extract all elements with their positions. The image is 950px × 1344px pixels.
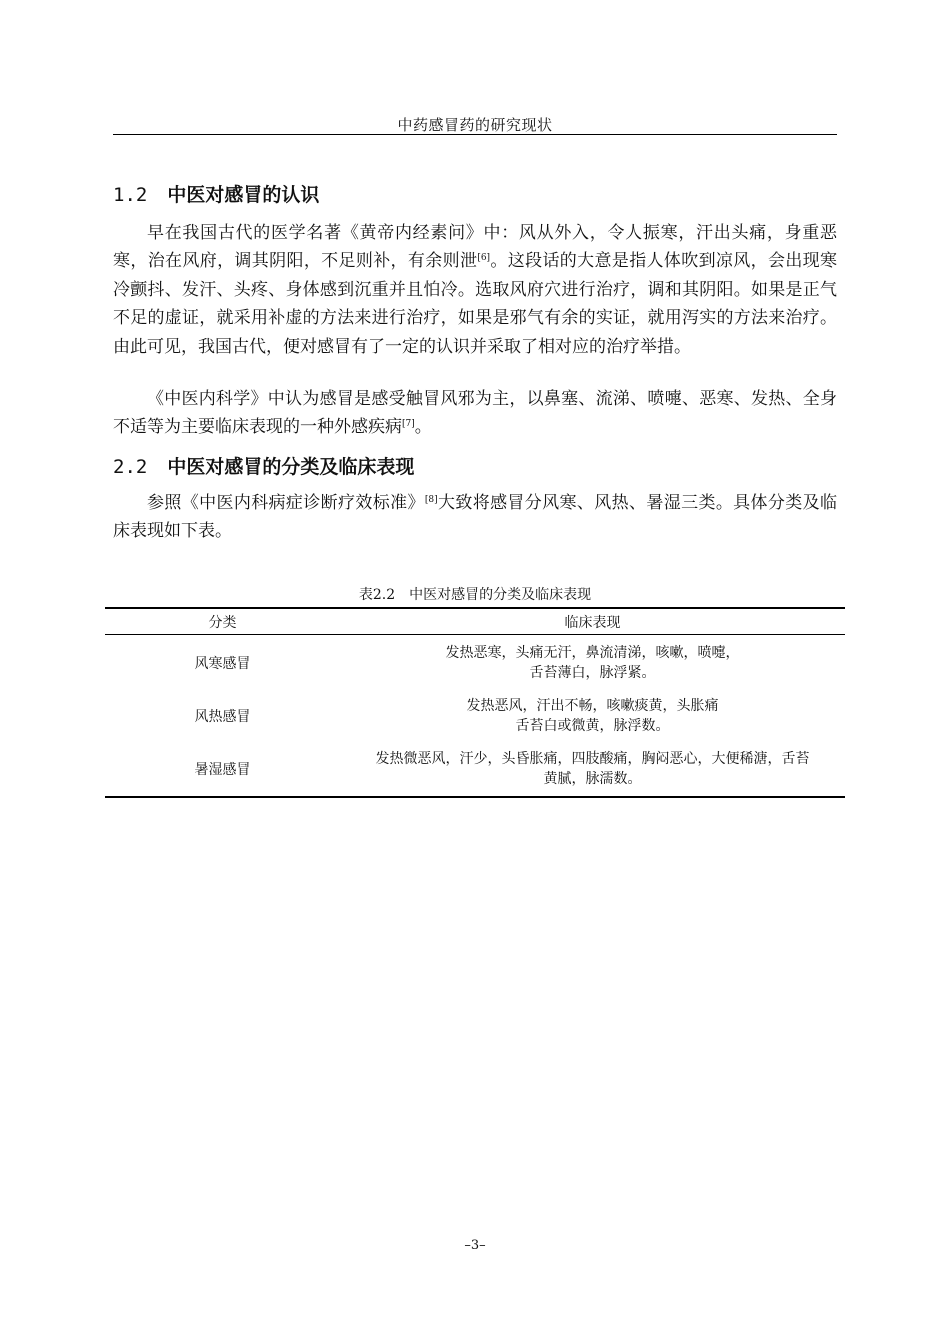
page-number: –3– xyxy=(464,1238,486,1253)
paragraph-ancient-understanding xyxy=(113,219,837,361)
section-title: 中医对感冒的认识 xyxy=(167,184,320,206)
page-header-title: 中药感冒药的研究现状 xyxy=(397,116,553,134)
classification-table xyxy=(105,607,845,798)
citation-ref: [7] xyxy=(402,419,415,430)
column-header-category: 分类 xyxy=(208,614,237,631)
section-number: 2.2 xyxy=(113,456,148,478)
table-row xyxy=(105,689,845,743)
header-rule xyxy=(113,134,837,135)
category-cell: 风寒感冒 xyxy=(194,656,251,673)
table-header-row xyxy=(105,608,845,635)
citation-ref: [6] xyxy=(477,253,491,264)
symptoms-cell xyxy=(340,743,845,797)
paragraph-definition xyxy=(113,385,837,442)
table-row xyxy=(105,635,845,689)
paragraph-text: 早在我国古代的医学名著《黄帝内经素问》中：风从外入，令人振寒，汗出头痛，身重恶寒，治在风府，调其阴阳，不足则补，有余则泄 xyxy=(113,223,837,272)
symptoms-cell xyxy=(340,635,845,689)
section-title: 中医对感冒的分类及临床表现 xyxy=(167,456,415,478)
section-heading-2-2 xyxy=(113,455,414,479)
table-row xyxy=(105,743,845,797)
paragraph-text: 《中医内科学》中认为感冒是感受触冒风邪为主，以鼻塞、流涕、喷嚏、恶寒、发热、全身不适等为主要临床表现的一种外感疾病 xyxy=(113,389,837,438)
category-cell: 风热感冒 xyxy=(194,708,251,725)
section-number: 1.2 xyxy=(113,184,148,206)
category-cell: 暑湿感冒 xyxy=(194,762,251,778)
section-heading-1-2 xyxy=(113,183,319,207)
symptoms-line: 发热微恶风，汗少，头昏胀痛，四肢酸痛，胸闷恶心，大便稀溏，舌苔 xyxy=(375,751,810,767)
paragraph-text: 。 xyxy=(414,417,432,438)
symptoms-cell xyxy=(340,689,845,743)
citation-ref: [8] xyxy=(424,495,438,505)
column-header-symptoms: 临床表现 xyxy=(564,614,621,631)
paragraph-text: 参照《中医内科病症诊断疗效标准》 xyxy=(147,493,425,513)
paragraph-classification xyxy=(113,489,837,546)
symptoms-line: 舌苔薄白，脉浮紧。 xyxy=(529,665,656,682)
paragraph-text: 。这段话的大意是指人体吹到凉风，会出现寒冷颤抖、发汗、头疼、身体感到沉重并且怕冷。选取风府穴进行治疗，调和其阴阳。如果是正气不足的虚证，就采用补虚的方法来进行治疗，如果是邪气有余的实证，就用泻实的方法来治疗。由此可见，我国古代，便对感冒有了一定的认识并采取了相对应的治疗举措。 xyxy=(113,251,838,357)
symptoms-line: 发热恶风，汗出不畅，咳嗽痰黄，头胀痛 xyxy=(466,697,719,714)
symptoms-line: 发热恶寒，头痛无汗，鼻流清涕，咳嗽，喷嚏， xyxy=(445,645,740,662)
paragraph-text: 大致将感冒分风寒、风热、暑湿三类。具体分类及临床表现如下表。 xyxy=(113,493,838,542)
table-caption: 表2.2 中医对感冒的分类及临床表现 xyxy=(358,587,592,603)
symptoms-line: 舌苔白或微黄，脉浮数。 xyxy=(515,717,670,734)
symptoms-line: 黄腻，脉濡数。 xyxy=(543,771,642,787)
